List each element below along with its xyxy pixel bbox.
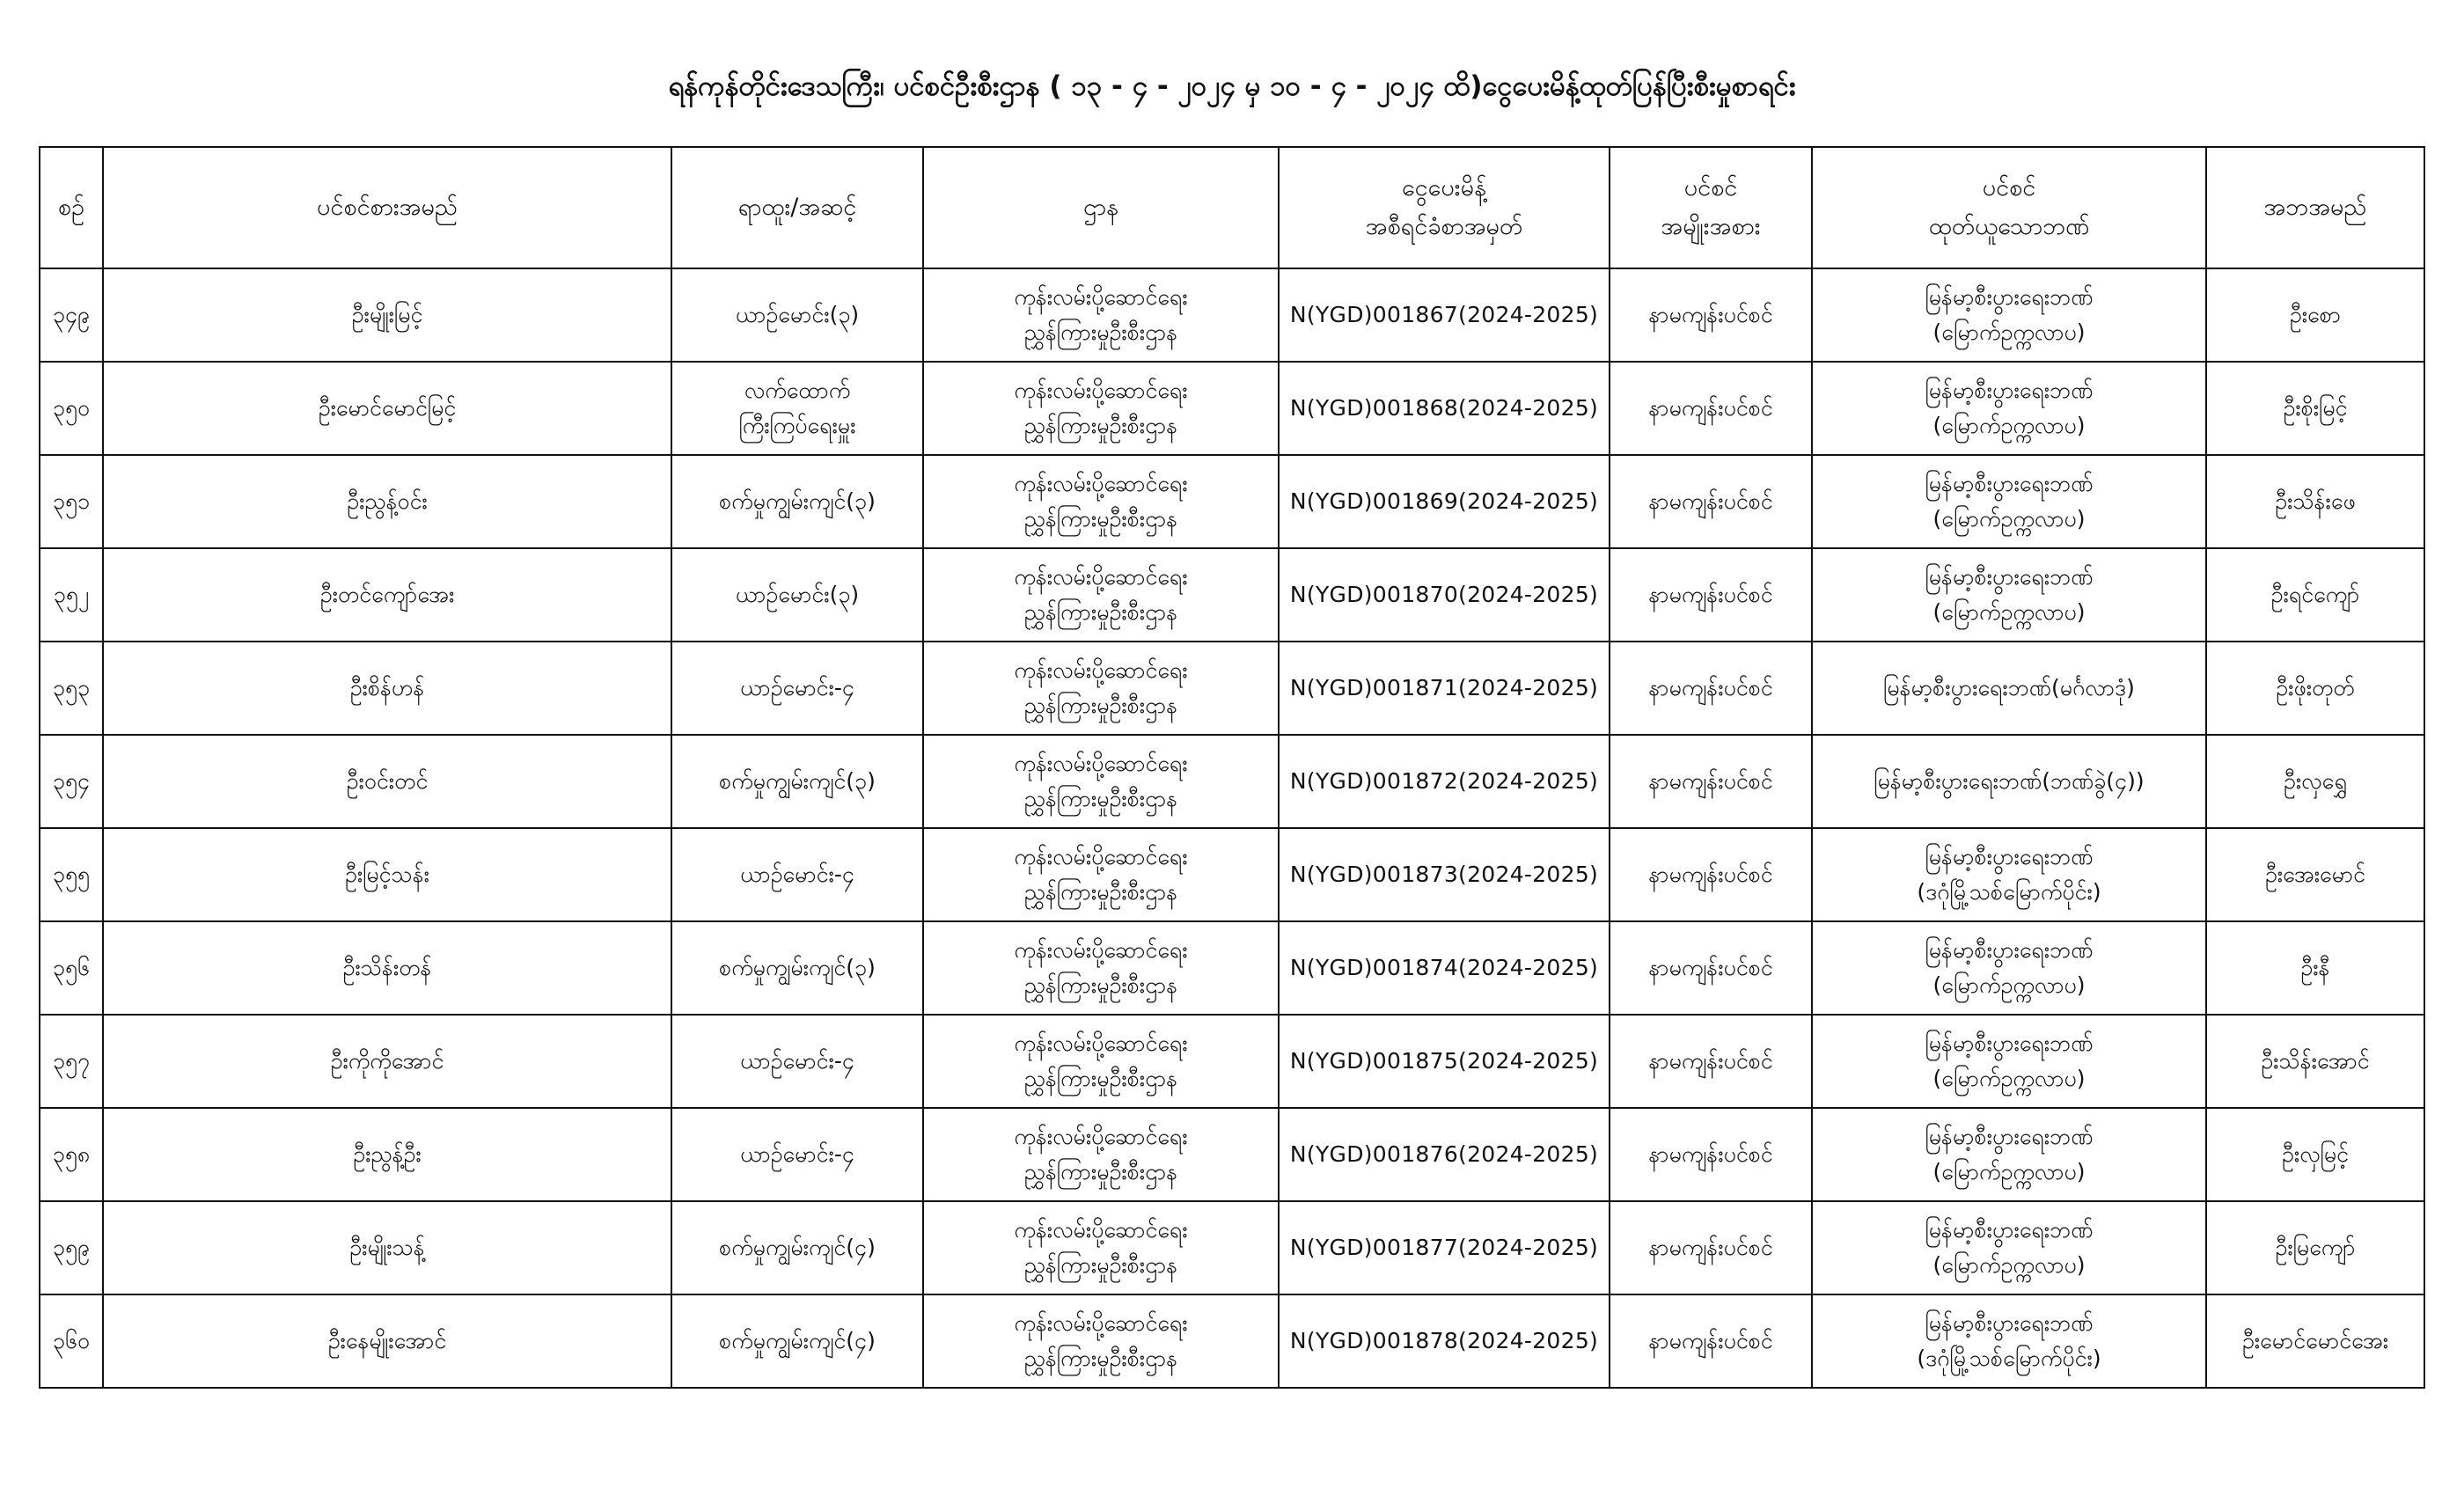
header-rank: [671, 147, 923, 268]
cell-serial-no: ၃၅၁: [40, 455, 103, 548]
header-text: အစီရင်ခံစာအမှတ်: [1365, 213, 1523, 240]
table-row: [40, 642, 2424, 735]
cell-text-line: စက်မှုကျွမ်းကျင်(၃): [719, 488, 876, 514]
cell-bank: [1812, 735, 2206, 828]
header-pensioner-name: [103, 147, 671, 268]
cell-father-name: ဦးသိန်းအောင်: [2206, 1015, 2424, 1108]
cell-text-line: စက်မှုကျွမ်းကျင်(၃): [719, 955, 876, 980]
cell-father-name: ဦးမောင်မောင်အေး: [2206, 1294, 2424, 1388]
cell-text-line: ကြီးကြပ်ရေးမှူး: [738, 413, 856, 438]
table-row: [40, 268, 2424, 362]
cell-text-line: ကုန်းလမ်းပို့ဆောင်ရေး: [1014, 284, 1188, 310]
cell-rank: [671, 1108, 923, 1201]
cell-father-name: ဦးစော: [2206, 268, 2424, 362]
cell-text-line: ကုန်းလမ်းပို့ဆောင်ရေး: [1014, 937, 1188, 963]
table-header-row: [40, 147, 2424, 268]
cell-pensioner-name: ဦးသိန်းတန်: [103, 921, 671, 1015]
cell-text-line: မြန်မာ့စီးပွားရေးဘဏ်: [1925, 1310, 2094, 1336]
cell-text-line: ညွှန်ကြားမှုဦးစီးဌာန: [1023, 1252, 1178, 1278]
cell-pension-type: နာမကျန်းပင်စင်: [1610, 828, 1812, 921]
header-pension-type: [1610, 147, 1812, 268]
cell-text-line: ညွှန်ကြားမှုဦးစီးဌာန: [1023, 693, 1178, 718]
cell-text-line: (ဒဂုံမြို့သစ်မြောက်ပိုင်း): [1917, 1346, 2101, 1371]
cell-pensioner-name: ဦးဝင်းတင်: [103, 735, 671, 828]
cell-rank: [671, 455, 923, 548]
cell-text-line: ညွှန်ကြားမှုဦးစီးဌာန: [1023, 319, 1178, 345]
table-row: [40, 362, 2424, 455]
cell-text-line: ယာဉ်မောင်း(၃): [735, 302, 860, 327]
cell-serial-no: ၃၄၉: [40, 268, 103, 362]
cell-pensioner-name: ဦးမောင်မောင်မြင့်: [103, 362, 671, 455]
cell-text-line: (မြောက်ဥက္ကလာပ): [1932, 506, 2086, 532]
cell-text-line: ယာဉ်မောင်း-၄: [740, 1141, 854, 1167]
cell-order-number: N(YGD)001872(2024-2025): [1279, 735, 1610, 828]
cell-order-number: N(YGD)001871(2024-2025): [1279, 642, 1610, 735]
table-row: [40, 1108, 2424, 1201]
cell-text-line: ညွှန်ကြားမှုဦးစီးဌာန: [1023, 1346, 1178, 1371]
table-body: [40, 268, 2424, 1388]
cell-text-line: ညွှန်ကြားမှုဦးစီးဌာန: [1023, 972, 1178, 998]
header-text: ပင်စင်စားအမည်: [317, 194, 458, 221]
cell-department: [923, 828, 1279, 921]
cell-text-line: (မြောက်ဥက္ကလာပ): [1932, 1159, 2086, 1184]
cell-rank: [671, 1015, 923, 1108]
cell-text-line: (မြောက်ဥက္ကလာပ): [1932, 599, 2086, 625]
cell-text-line: မြန်မာ့စီးပွားရေးဘဏ်: [1925, 844, 2094, 869]
cell-bank: [1812, 828, 2206, 921]
cell-father-name: ဦးစိုးမြင့်: [2206, 362, 2424, 455]
cell-text-line: ကုန်းလမ်းပို့ဆောင်ရေး: [1014, 657, 1188, 683]
cell-pensioner-name: ဦးမြင့်သန်း: [103, 828, 671, 921]
cell-serial-no: ၃၅၇: [40, 1015, 103, 1108]
cell-department: [923, 1294, 1279, 1388]
cell-text-line: မြန်မာ့စီးပွားရေးဘဏ်: [1925, 284, 2094, 310]
cell-bank: [1812, 1294, 2206, 1388]
cell-text-line: မြန်မာ့စီးပွားရေးဘဏ်: [1925, 378, 2094, 403]
cell-pensioner-name: ဦးစိန်ဟန်: [103, 642, 671, 735]
page-title: ရန်ကုန်တိုင်းဒေသကြီး၊ ပင်စင်ဦးစီးဌာန ( ၁၃ - ၄ - ၂၀၂၄ မှ ၁၀ - ၄ - ၂၀၂၄ ထိ)ငွေပေးမိန့်ထုတ်ပြန်ပြီးစီးမှုစာရင်း: [668, 70, 1796, 102]
cell-text-line: ကုန်းလမ်းပို့ဆောင်ရေး: [1014, 751, 1188, 776]
cell-text-line: မြန်မာ့စီးပွားရေးဘဏ်: [1925, 1124, 2094, 1149]
cell-order-number: N(YGD)001870(2024-2025): [1279, 548, 1610, 642]
cell-pensioner-name: ဦးမျိုးသန့်: [103, 1201, 671, 1294]
cell-father-name: ဦးသိန်းဖေ: [2206, 455, 2424, 548]
cell-serial-no: ၃၅၄: [40, 735, 103, 828]
cell-text-line: မြန်မာ့စီးပွားရေးဘဏ်: [1925, 564, 2094, 590]
cell-text-line: (မြောက်ဥက္ကလာပ): [1932, 319, 2086, 345]
cell-order-number: N(YGD)001868(2024-2025): [1279, 362, 1610, 455]
cell-rank: [671, 1201, 923, 1294]
cell-text-line: မြန်မာ့စီးပွားရေးဘဏ်(ဘဏ်ခွဲ(၄)): [1874, 768, 2145, 794]
cell-text-line: မြန်မာ့စီးပွားရေးဘဏ်: [1925, 471, 2094, 496]
cell-text-line: လက်ထောက်: [744, 378, 851, 403]
cell-text-line: ညွှန်ကြားမှုဦးစီးဌာန: [1023, 879, 1178, 905]
cell-order-number: N(YGD)001874(2024-2025): [1279, 921, 1610, 1015]
cell-serial-no: ၃၅၉: [40, 1201, 103, 1294]
cell-bank: [1812, 1201, 2206, 1294]
cell-bank: [1812, 362, 2206, 455]
table-row: [40, 1201, 2424, 1294]
cell-father-name: ဦးရင်ကျော်: [2206, 548, 2424, 642]
cell-serial-no: ၃၅၃: [40, 642, 103, 735]
cell-bank: [1812, 1015, 2206, 1108]
cell-text-line: ကုန်းလမ်းပို့ဆောင်ရေး: [1014, 378, 1188, 403]
cell-rank: [671, 548, 923, 642]
table-row: [40, 828, 2424, 921]
cell-text-line: ယာဉ်မောင်း-၄: [740, 675, 854, 700]
cell-order-number: N(YGD)001878(2024-2025): [1279, 1294, 1610, 1388]
table-row: [40, 1294, 2424, 1388]
cell-text-line: မြန်မာ့စီးပွားရေးဘဏ်(မင်္ဂလာဒုံ): [1883, 675, 2135, 700]
cell-rank: [671, 1294, 923, 1388]
cell-pension-type: နာမကျန်းပင်စင်: [1610, 735, 1812, 828]
header-serial-no: [40, 147, 103, 268]
cell-order-number: N(YGD)001869(2024-2025): [1279, 455, 1610, 548]
cell-pensioner-name: ဦးကိုကိုအောင်: [103, 1015, 671, 1108]
cell-text-line: မြန်မာ့စီးပွားရေးဘဏ်: [1925, 1030, 2094, 1056]
cell-serial-no: ၃၅၆: [40, 921, 103, 1015]
cell-rank: [671, 921, 923, 1015]
cell-text-line: ညွှန်ကြားမှုဦးစီးဌာန: [1023, 1159, 1178, 1184]
cell-order-number: N(YGD)001867(2024-2025): [1279, 268, 1610, 362]
cell-pensioner-name: ဦးမျိုးမြင့်: [103, 268, 671, 362]
cell-department: [923, 268, 1279, 362]
cell-department: [923, 642, 1279, 735]
header-text: ဌာန: [1082, 194, 1119, 221]
cell-rank: [671, 828, 923, 921]
header-text: ပင်စင်: [1982, 174, 2036, 202]
cell-serial-no: ၃၅၂: [40, 548, 103, 642]
cell-pension-type: နာမကျန်းပင်စင်: [1610, 362, 1812, 455]
cell-text-line: စက်မှုကျွမ်းကျင်(၄): [719, 1328, 876, 1353]
cell-pension-type: နာမကျန်းပင်စင်: [1610, 921, 1812, 1015]
header-father-name: [2206, 147, 2424, 268]
header-text: ပင်စင်: [1683, 174, 1738, 202]
cell-order-number: N(YGD)001877(2024-2025): [1279, 1201, 1610, 1294]
cell-text-line: ကုန်းလမ်းပို့ဆောင်ရေး: [1014, 844, 1188, 869]
cell-pension-type: နာမကျန်းပင်စင်: [1610, 1201, 1812, 1294]
cell-pensioner-name: ဦးတင်ကျော်အေး: [103, 548, 671, 642]
cell-bank: [1812, 921, 2206, 1015]
cell-text-line: ကုန်းလမ်းပို့ဆောင်ရေး: [1014, 471, 1188, 496]
header-text: အဘအမည်: [2263, 194, 2367, 221]
cell-text-line: စက်မှုကျွမ်းကျင်(၄): [719, 1235, 876, 1260]
table-row: [40, 921, 2424, 1015]
cell-bank: [1812, 1108, 2206, 1201]
header-text: စဉ်: [57, 194, 85, 221]
cell-text-line: မြန်မာ့စီးပွားရေးဘဏ်: [1925, 937, 2094, 963]
cell-department: [923, 921, 1279, 1015]
cell-department: [923, 735, 1279, 828]
header-text: ရာထူး/အဆင့်: [737, 194, 857, 221]
cell-pension-type: နာမကျန်းပင်စင်: [1610, 1294, 1812, 1388]
cell-bank: [1812, 455, 2206, 548]
cell-pension-type: နာမကျန်းပင်စင်: [1610, 1015, 1812, 1108]
cell-father-name: ဦးမြကျော်: [2206, 1201, 2424, 1294]
cell-bank: [1812, 642, 2206, 735]
cell-text-line: ယာဉ်မောင်း(၃): [735, 582, 860, 607]
cell-pension-type: နာမကျန်းပင်စင်: [1610, 548, 1812, 642]
header-text: ထုတ်ယူသောဘဏ်: [1928, 213, 2090, 240]
cell-text-line: (မြောက်ဥက္ကလာပ): [1932, 972, 2086, 998]
cell-text-line: မြန်မာ့စီးပွားရေးဘဏ်: [1925, 1217, 2094, 1243]
header-department: [923, 147, 1279, 268]
cell-rank: [671, 735, 923, 828]
cell-order-number: N(YGD)001873(2024-2025): [1279, 828, 1610, 921]
cell-rank: [671, 268, 923, 362]
cell-department: [923, 1015, 1279, 1108]
cell-pension-type: နာမကျန်းပင်စင်: [1610, 1108, 1812, 1201]
cell-serial-no: ၃၆၀: [40, 1294, 103, 1388]
cell-text-line: ညွှန်ကြားမှုဦးစီးဌာန: [1023, 1066, 1178, 1091]
cell-pension-type: နာမကျန်းပင်စင်: [1610, 455, 1812, 548]
cell-father-name: ဦးဖိုးတုတ်: [2206, 642, 2424, 735]
cell-serial-no: ၃၅၈: [40, 1108, 103, 1201]
cell-text-line: (မြောက်ဥက္ကလာပ): [1932, 1066, 2086, 1091]
table-row: [40, 455, 2424, 548]
cell-department: [923, 1201, 1279, 1294]
cell-text-line: (မြောက်ဥက္ကလာပ): [1932, 1252, 2086, 1278]
cell-text-line: ညွှန်ကြားမှုဦးစီးဌာန: [1023, 599, 1178, 625]
cell-text-line: (မြောက်ဥက္ကလာပ): [1932, 413, 2086, 438]
cell-text-line: စက်မှုကျွမ်းကျင်(၃): [719, 768, 876, 794]
cell-department: [923, 1108, 1279, 1201]
cell-text-line: ညွှန်ကြားမှုဦးစီးဌာန: [1023, 413, 1178, 438]
cell-order-number: N(YGD)001876(2024-2025): [1279, 1108, 1610, 1201]
cell-father-name: ဦးနီ: [2206, 921, 2424, 1015]
cell-text-line: ကုန်းလမ်းပို့ဆောင်ရေး: [1014, 564, 1188, 590]
cell-pensioner-name: ဦးနေမျိုးအောင်: [103, 1294, 671, 1388]
cell-pension-type: နာမကျန်းပင်စင်: [1610, 268, 1812, 362]
table-row: [40, 1015, 2424, 1108]
cell-text-line: ယာဉ်မောင်း-၄: [740, 862, 854, 887]
cell-serial-no: ၃၅၅: [40, 828, 103, 921]
cell-department: [923, 548, 1279, 642]
cell-text-line: ကုန်းလမ်းပို့ဆောင်ရေး: [1014, 1124, 1188, 1149]
cell-department: [923, 455, 1279, 548]
cell-rank: [671, 362, 923, 455]
cell-department: [923, 362, 1279, 455]
cell-rank: [671, 642, 923, 735]
cell-text-line: ကုန်းလမ်းပို့ဆောင်ရေး: [1014, 1217, 1188, 1243]
cell-pensioner-name: ဦးညွန့်ဦး: [103, 1108, 671, 1201]
cell-pension-type: နာမကျန်းပင်စင်: [1610, 642, 1812, 735]
cell-text-line: ကုန်းလမ်းပို့ဆောင်ရေး: [1014, 1310, 1188, 1336]
cell-order-number: N(YGD)001875(2024-2025): [1279, 1015, 1610, 1108]
table-row: [40, 735, 2424, 828]
cell-text-line: ကုန်းလမ်းပို့ဆောင်ရေး: [1014, 1030, 1188, 1056]
cell-text-line: ယာဉ်မောင်း-၄: [740, 1048, 854, 1074]
cell-bank: [1812, 268, 2206, 362]
cell-text-line: ညွှန်ကြားမှုဦးစီးဌာန: [1023, 506, 1178, 532]
cell-father-name: ဦးလှမြင့်: [2206, 1108, 2424, 1201]
pension-register-table: [39, 146, 2425, 1389]
cell-father-name: ဦးအေးမောင်: [2206, 828, 2424, 921]
cell-serial-no: ၃၅၀: [40, 362, 103, 455]
cell-bank: [1812, 548, 2206, 642]
cell-pensioner-name: ဦးညွန့်ဝင်း: [103, 455, 671, 548]
table-row: [40, 548, 2424, 642]
header-text: ငွေပေးမိန့်: [1402, 174, 1486, 202]
header-order-number: [1279, 147, 1610, 268]
cell-father-name: ဦးလှရွှေ: [2206, 735, 2424, 828]
cell-text-line: (ဒဂုံမြို့သစ်မြောက်ပိုင်း): [1917, 879, 2101, 905]
cell-text-line: ညွှန်ကြားမှုဦးစီးဌာန: [1023, 786, 1178, 811]
header-bank: [1812, 147, 2206, 268]
header-text: အမျိုးအစား: [1661, 213, 1761, 240]
